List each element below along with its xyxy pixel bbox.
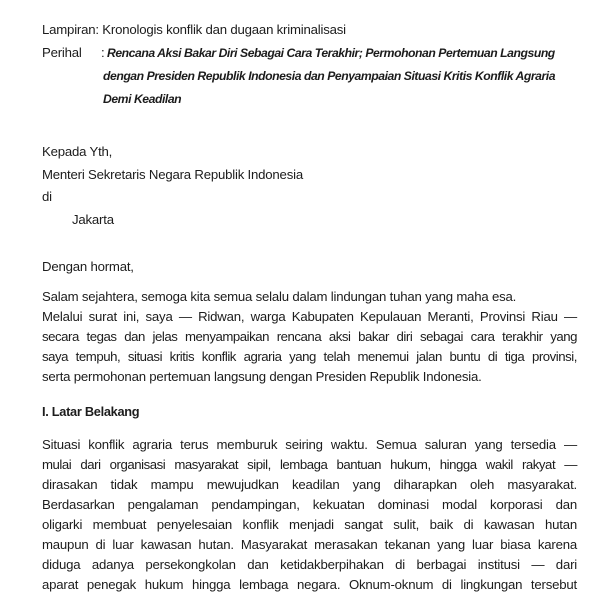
recipient-to: Kepada Yth, xyxy=(42,144,113,159)
intro-line: secara tegas dan jelas menyampaikan rencana aksi bakar diri sebagai cara terakhir yang xyxy=(42,329,577,344)
intro-line: saya tempuh, situasi kritis konflik agraria yang telah menemui jalan buntu di tiga provinsi, xyxy=(42,349,577,364)
body-line: diduga adanya persekongkolan dan ketidakberpihakan di berbagai institusi — dari xyxy=(42,557,577,572)
intro-line: Melalui surat ini, saya — Ridwan, warga Kabupaten Kepulauan Meranti, Provinsi Riau — xyxy=(42,309,577,324)
subject-line-1: Rencana Aksi Bakar Diri Sebagai Cara Terakhir; Permohonan Pertemuan Langsung xyxy=(107,46,555,60)
recipient-at: di xyxy=(42,189,52,204)
section-heading: I. Latar Belakang xyxy=(42,404,140,419)
recipient-name: Menteri Sekretaris Negara Republik Indonesia xyxy=(42,167,303,182)
subject-colon: : xyxy=(101,45,105,60)
body-line: maupun di luar kawasan hutan. Masyarakat merasakan tekanan yang luar biasa karena xyxy=(42,537,577,552)
body-line: aparat penegak hukum hingga lembaga negara. Oknum-oknum di lingkungan tersebut xyxy=(42,577,577,592)
subject-label: Perihal xyxy=(42,45,82,60)
body-line: oligarki membuat penyelesaian konflik menjadi sangat sulit, baik di kawasan hutan xyxy=(42,517,577,532)
body-line: dirasakan tidak mampu mewujudkan keadilan yang diharapkan oleh masyarakat. xyxy=(42,477,577,492)
subject-line-2: dengan Presiden Republik Indonesia dan Penyampaian Situasi Kritis Konflik Agraria xyxy=(103,69,556,83)
intro-line: Salam sejahtera, semoga kita semua selalu dalam lindungan tuhan yang maha esa. xyxy=(42,289,517,304)
body-line: Berdasarkan pengalaman pendampingan, kekuatan dominasi modal korporasi dan xyxy=(42,497,577,512)
body-line: Situasi konflik agraria terus memburuk seiring waktu. Semua saluran yang tersedia — xyxy=(42,437,577,452)
subject-line-3: Demi Keadilan xyxy=(103,92,182,106)
body-line: mulai dari organisasi masyarakat sipil, lembaga bantuan hukum, hingga wakil rakyat — xyxy=(42,457,577,472)
intro-line: serta permohonan pertemuan langsung dengan Presiden Republik Indonesia. xyxy=(42,369,482,384)
attachment-line: Lampiran: Kronologis konflik dan dugaan kriminalisasi xyxy=(42,22,346,37)
greeting: Dengan hormat, xyxy=(42,259,134,274)
recipient-city: Jakarta xyxy=(72,212,114,227)
